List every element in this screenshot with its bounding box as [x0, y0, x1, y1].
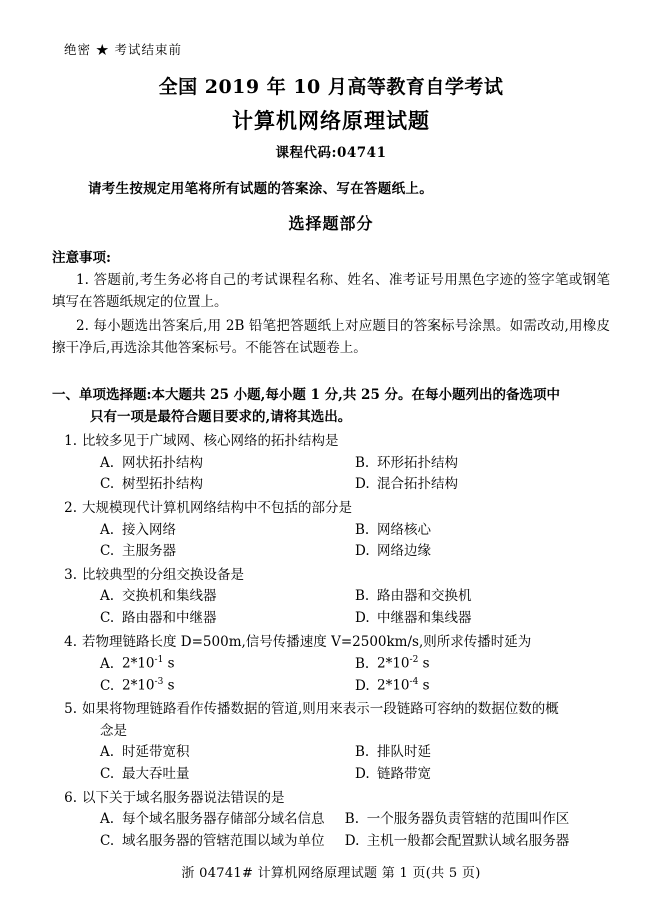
course-code: 课程代码:04741	[275, 145, 387, 161]
question-item	[52, 431, 610, 496]
option-text: 网络核心	[377, 521, 431, 538]
spacer	[52, 361, 610, 385]
question-stem	[52, 788, 610, 810]
option-a[interactable]	[100, 742, 355, 764]
option-c[interactable]	[100, 831, 345, 853]
option-a[interactable]	[100, 653, 355, 675]
option-b[interactable]	[355, 586, 610, 608]
question-stem	[52, 632, 610, 654]
question-number: 4.	[64, 633, 77, 650]
attention-item	[52, 270, 610, 314]
question-text-continued: 念是	[100, 722, 127, 739]
question-item	[52, 788, 610, 853]
option-b[interactable]	[355, 453, 610, 475]
option-label: C.	[100, 766, 115, 783]
attention-item-text: 1. 答题前,考生务必将自己的考试课程名称、姓名、准考证号用黑色字迹的签字笔或钢笔填写在答题纸规定的位置上。	[52, 272, 610, 310]
option-text: 一个服务器负责管辖的范围叫作区	[366, 811, 570, 828]
part-one-heading-line2: 只有一项是最符合题目要求的,请将其选出。	[90, 409, 352, 426]
option-text: 交换机和集线器	[122, 588, 217, 605]
option-text: 每个域名服务器存储部分域名信息	[122, 811, 325, 828]
option-label: D.	[355, 543, 370, 560]
option-d[interactable]	[355, 474, 610, 496]
question-text: 比较多见于广域网、核心网络的拓扑结构是	[82, 433, 339, 450]
option-b[interactable]	[345, 809, 600, 831]
option-label: C.	[100, 832, 115, 849]
option-a[interactable]	[100, 809, 345, 831]
question-text: 以下关于域名服务器说法错误的是	[82, 789, 285, 806]
option-label: C.	[100, 677, 115, 694]
exam-title: 全国 2019 年 10 月高等教育自学考试	[158, 76, 504, 98]
question-text: 大规模现代计算机网络结构中不包括的部分是	[82, 499, 352, 516]
option-d[interactable]	[345, 831, 600, 853]
option-label: A.	[100, 655, 115, 672]
question-number: 6.	[64, 789, 77, 806]
option-text: 最大吞吐量	[122, 766, 190, 783]
attention-item	[52, 316, 610, 360]
option-text: 域名服务器的管辖范围以域为单位	[122, 832, 325, 849]
option-text: 排队时延	[377, 744, 431, 761]
question-item	[52, 632, 610, 698]
option-row	[100, 541, 610, 563]
option-c[interactable]	[100, 474, 355, 496]
option-d[interactable]	[355, 541, 610, 563]
option-label: D.	[344, 832, 360, 849]
option-a[interactable]	[100, 520, 355, 542]
option-text: 环形拓扑结构	[377, 454, 458, 471]
option-label: B.	[355, 744, 370, 761]
option-text: 中继器和集线器	[377, 609, 472, 626]
question-stem	[52, 699, 610, 721]
section-title: 选择题部分	[288, 214, 374, 233]
question-item	[52, 498, 610, 563]
option-label: C.	[100, 609, 115, 626]
option-label: B.	[355, 655, 370, 672]
option-text: 接入网络	[122, 521, 176, 538]
attention-item-text: 2. 每小题选出答案后,用 2B 铅笔把答题纸上对应题目的答案标号涂黑。如需改动,用橡皮擦干净后,再选涂其他答案标号。不能答在试题卷上。	[52, 317, 610, 356]
secret-line: 绝密 ★ 考试结束前	[64, 42, 182, 57]
option-label: A.	[100, 744, 115, 761]
part-one-heading	[52, 385, 610, 429]
option-row	[100, 453, 610, 475]
option-label: A.	[100, 454, 115, 471]
option-text: 2*10	[122, 677, 155, 694]
option-d[interactable]	[355, 764, 610, 786]
option-row	[100, 520, 610, 542]
option-text: 混合拓扑结构	[377, 476, 458, 493]
option-text: 网络边缘	[377, 543, 431, 560]
option-text: 时延带宽积	[122, 744, 190, 761]
option-c[interactable]	[100, 541, 355, 563]
option-d[interactable]	[355, 608, 610, 630]
option-a[interactable]	[100, 586, 355, 608]
option-d[interactable]	[355, 675, 610, 697]
page-footer: 浙 04741# 计算机网络原理试题 第 1 页(共 5 页)	[181, 866, 481, 881]
option-row	[100, 653, 610, 675]
question-item	[52, 699, 610, 785]
option-label: D.	[355, 609, 370, 626]
option-row	[100, 586, 610, 608]
option-label: A.	[100, 521, 115, 538]
option-c[interactable]	[100, 608, 355, 630]
option-text: 2*10	[377, 655, 410, 672]
option-text: 2*10	[122, 655, 155, 672]
option-unit: s	[418, 677, 430, 694]
option-exponent: -4	[409, 677, 419, 688]
question-text: 若物理链路长度 D=500m,信号传播速度 V=2500km/s,则所求传播时延为	[82, 633, 532, 650]
question-text: 比较典型的分组交换设备是	[82, 566, 244, 583]
option-row	[100, 831, 610, 853]
option-row	[100, 608, 610, 630]
option-row	[100, 675, 610, 697]
part-one-heading-line1: 一、单项选择题:本大题共 25 小题,每小题 1 分,共 25 分。在每小题列出的备选项中	[52, 387, 561, 404]
option-row	[100, 474, 610, 496]
paper-title: 计算机网络原理试题	[232, 108, 430, 133]
option-label: D.	[355, 677, 370, 694]
option-exponent: -1	[154, 655, 164, 666]
option-text: 路由器和交换机	[377, 588, 472, 605]
option-b[interactable]	[355, 742, 610, 764]
question-number: 1.	[64, 433, 77, 450]
option-text: 网状拓扑结构	[122, 454, 203, 471]
option-exponent: -2	[409, 655, 419, 666]
question-number: 5.	[64, 701, 77, 718]
option-text: 2*10	[377, 677, 410, 694]
option-unit: s	[163, 677, 175, 694]
option-row	[100, 809, 610, 831]
option-label: C.	[100, 476, 115, 493]
option-b[interactable]	[355, 653, 610, 675]
option-text: 链路带宽	[377, 766, 431, 783]
option-label: B.	[355, 454, 370, 471]
option-label: A.	[100, 811, 115, 828]
option-a[interactable]	[100, 453, 355, 475]
question-text: 如果将物理链路看作传播数据的管道,则用来表示一段链路可容纳的数据位数的概	[82, 701, 559, 718]
option-label: B.	[355, 588, 370, 605]
option-text: 路由器和中继器	[122, 609, 217, 626]
question-number: 2.	[64, 499, 77, 516]
attention-heading: 注意事项:	[52, 250, 111, 266]
option-label: C.	[100, 543, 115, 560]
question-stem	[52, 565, 610, 587]
option-text: 树型拓扑结构	[122, 476, 203, 493]
question-stem	[52, 498, 610, 520]
option-row	[100, 742, 610, 764]
option-label: B.	[355, 521, 370, 538]
option-exponent: -3	[154, 677, 164, 688]
question-number: 3.	[64, 566, 77, 583]
option-unit: s	[418, 655, 430, 672]
option-text: 主服务器	[122, 543, 176, 560]
answer-instruction: 请考生按规定用笔将所有试题的答案涂、写在答题纸上。	[88, 181, 433, 197]
option-c[interactable]	[100, 675, 355, 697]
option-unit: s	[163, 655, 175, 672]
option-b[interactable]	[355, 520, 610, 542]
option-text: 主机一般都会配置默认域名服务器	[366, 832, 570, 849]
option-row	[100, 764, 610, 786]
option-label: A.	[100, 588, 115, 605]
question-stem	[52, 431, 610, 453]
option-label: D.	[355, 476, 370, 493]
option-c[interactable]	[100, 764, 355, 786]
option-label: B.	[344, 811, 360, 828]
option-label: D.	[355, 766, 370, 783]
question-item	[52, 565, 610, 630]
